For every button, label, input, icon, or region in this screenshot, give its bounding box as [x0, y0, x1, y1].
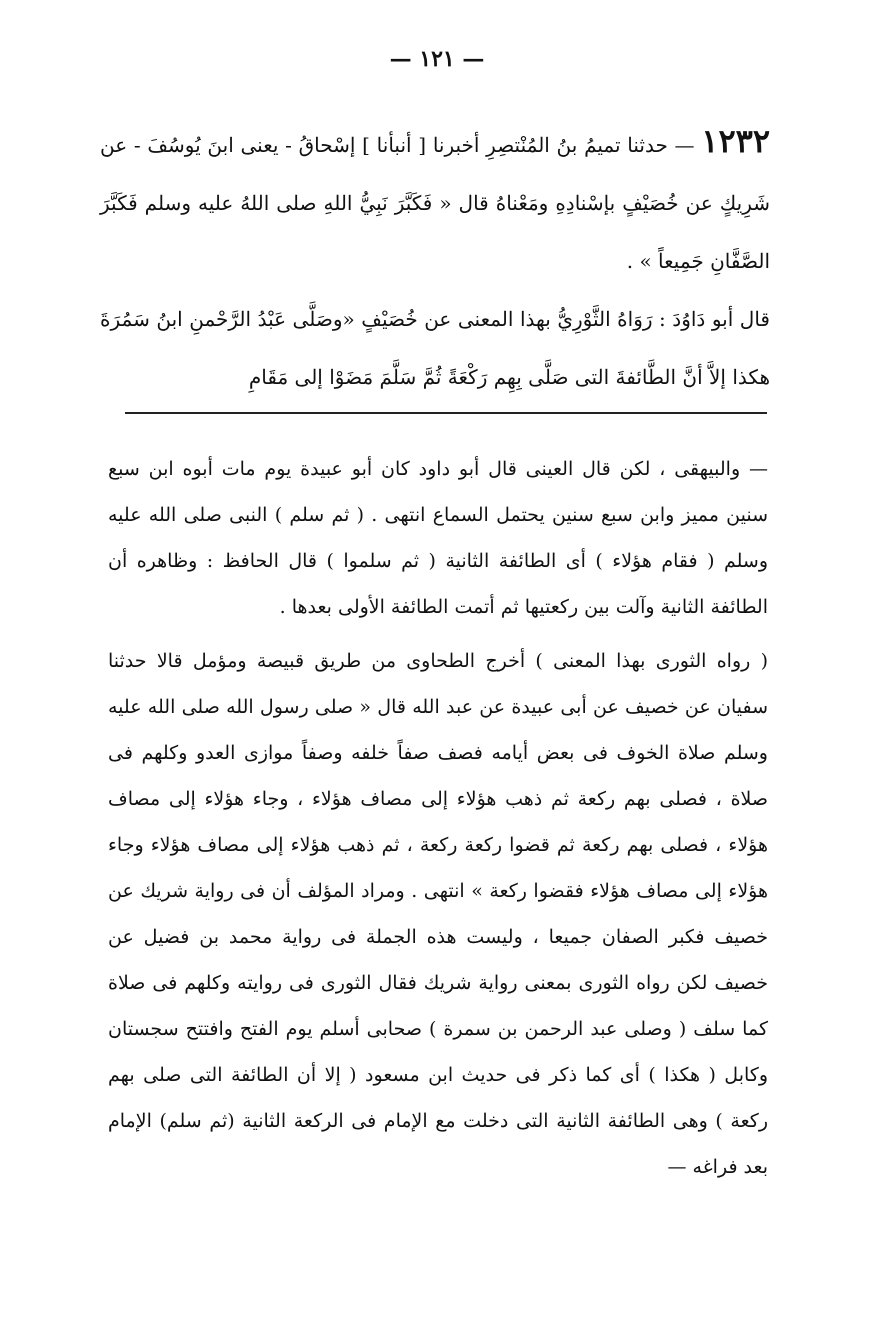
hadith-body: — حدثنا تميمُ بنُ المُنْتصِرِ أخبرنا [ أنبأنا ] إسْحاقُ - يعنى ابنَ يُوسُفَ - عن شَرِيكٍ عن خُصَيْفٍ بإسْنادِهِ ومَعْناهُ قال « فَكَبَّرَ نَبِيُّ اللهِ صلى اللهُ عليه وسلم فَكَبَّرَ الصَّفَّانِ جَمِيعاً » .: [100, 133, 770, 273]
abu-dawud-note: قال أبو دَاوُدَ : رَوَاهُ الثَّوْرِيُّ بهذا المعنى عن خُصَيْفٍ «وصَلَّى عَبْدُ الرَّحْمنِ ابنُ سَمُرَةَ هكذا إلاَّ أنَّ الطَّائفةَ التى صَلَّى بِهِم رَكْعَةً ثُمَّ سَلَّمَ مَضَوْا إلى مَقَامِ: [100, 307, 770, 389]
hadith-number: ١٢٣٢: [701, 122, 770, 160]
commentary-text: [108, 446, 768, 1190]
footnote-divider: [125, 412, 767, 414]
hadith-paragraph: [100, 112, 770, 290]
commentary-paragraph-2: ( رواه الثورى بهذا المعنى ) أخرج الطحاوى من طريق قبيصة ومؤمل قالا حدثنا سفيان عن خصيف عن أبى عبيدة عن عبد الله قال « صلى رسول الله صلى الله عليه وسلم صلاة الخوف فى بعض أيامه فصف صفاً خلفه وصفاً موازى العدو وكلهم فى صلاة ، فصلى بهم ركعة ثم ذهب هؤلاء إلى مصاف هؤلاء ، وجاء هؤلاء إلى مصاف هؤلاء ، فصلى بهم ركعة ثم قضوا ركعة ركعة ، ثم ذهب هؤلاء إلى مصاف هؤلاء وجاء هؤلاء إلى مصاف هؤلاء فقضوا ركعة » انتهى . ومراد المؤلف أن فى رواية شريك عن خصيف فكبر الصفان جميعا ، وليست هذه الجملة فى رواية محمد بن فضيل عن خصيف لكن رواه الثورى بمعنى رواية شريك فقال الثورى فى روايته وكلهم فى صلاة كما سلف ( وصلى عبد الرحمن بن سمرة ) صحابى أسلم يوم الفتح وافتتح سجستان وكابل ( هكذا ) أى كما ذكر فى حديث ابن مسعود ( إلا أن الطائفة التى صلى بهم ركعة ) وهى الطائفة الثانية التى دخلت مع الإمام فى الركعة الثانية (ثم سلم) الإمام بعد فراغه —: [108, 650, 769, 1178]
commentary-paragraph-1: — والبيهقى ، لكن قال العينى قال أبو داود كان أبو عبيدة يوم مات أبوه ابن سبع سنين مميز وابن سبع سنين يحتمل السماع انتهى . ( ثم سلم ) النبى صلى الله عليه وسلم ( فقام هؤلاء ) أى الطائفة الثانية ( ثم سلموا ) قال الحافظ : وظاهره أن الطائفة الثانية وآلت بين ركعتيها ثم أتمت الطائفة الأولى بعدها .: [108, 458, 768, 618]
page-number: — ١٢١ —: [389, 46, 485, 72]
hadith-text: [100, 112, 770, 406]
